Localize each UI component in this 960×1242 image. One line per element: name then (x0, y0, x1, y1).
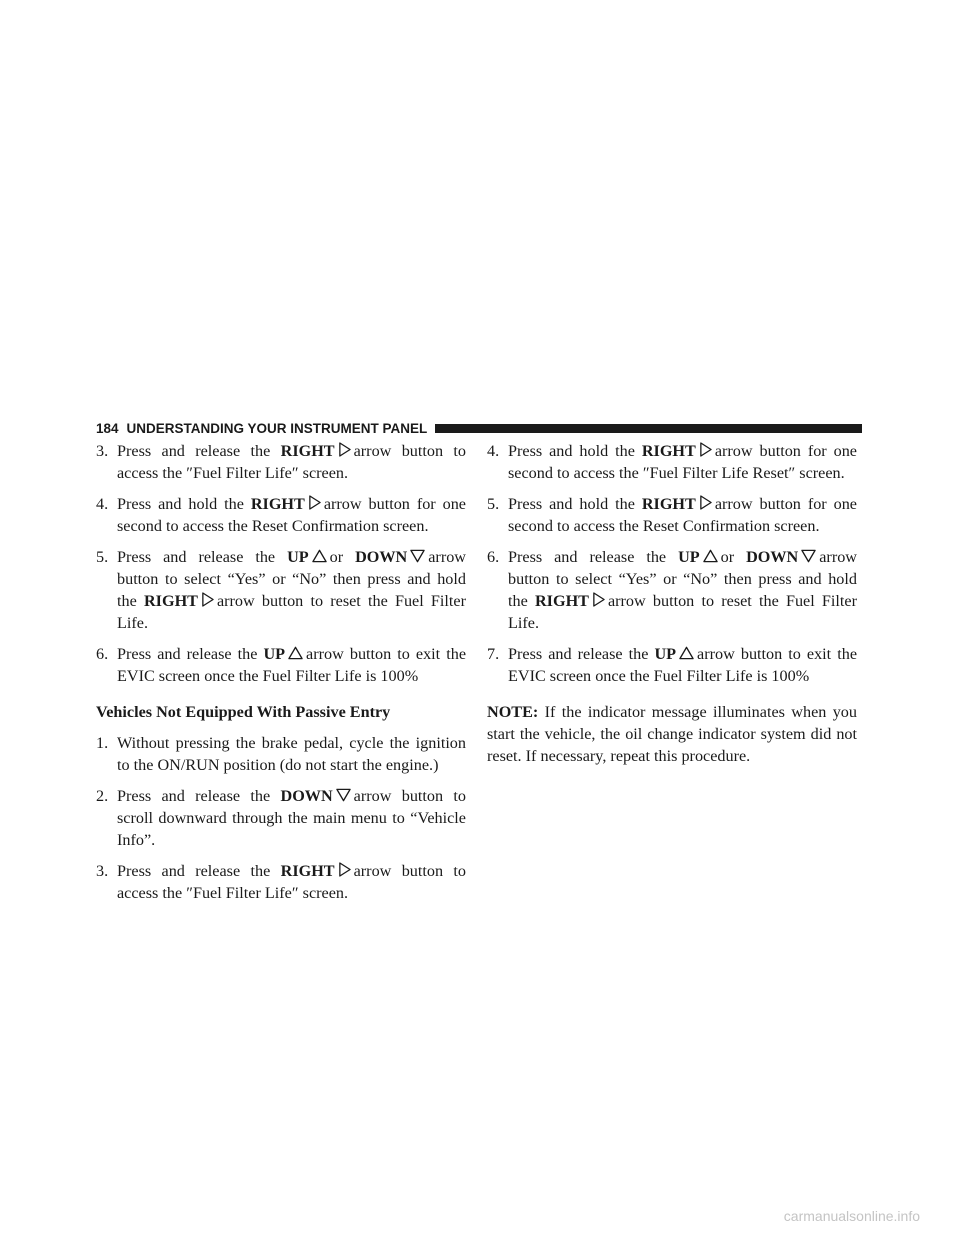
right-arrow-icon (201, 592, 214, 607)
page-number: 184 (96, 420, 119, 436)
right-arrow-icon (308, 495, 321, 510)
step-3-press-release-right: 3. Press and release the RIGHT arrow button to access the ″Fuel Filter Life″ screen. (96, 442, 466, 482)
up-keyword: UP (654, 645, 677, 663)
note-text: If the indicator message illuminates when you start the vehicle, the oil change indicator system did not reset. If necessary, repeat this procedure. (487, 703, 857, 765)
right-keyword: RIGHT (143, 592, 198, 610)
right-keyword: RIGHT (641, 495, 696, 513)
right-keyword: RIGHT (280, 442, 335, 460)
step-6-press-up-exit: 6. Press and release the UP arrow button to exit the EVIC screen once the Fuel Filter Life is 100% (96, 645, 467, 685)
up-arrow-icon (703, 549, 718, 563)
step-5-select-yes-no: 5. Press and release the UP or DOWN arrow button to select “Yes” or “No” then press and hold the RIGHT arrow button to reset the Fuel Filter Life. (96, 548, 466, 632)
watermark: carmanualsonline.info (783, 1208, 920, 1224)
step-7-press-up-exit: 7. Press and release the UP arrow button to exit the EVIC screen once the Fuel Filter Life is 100% (487, 645, 858, 685)
right-arrow-icon (338, 442, 351, 457)
right-keyword: RIGHT (641, 442, 696, 460)
down-keyword: DOWN (280, 787, 333, 805)
up-keyword: UP (287, 548, 309, 566)
step-6-select-yes-no: 6. Press and release the UP or DOWN arrow button to select “Yes” or “No” then press and hold the RIGHT arrow button to reset the Fuel Filter Life. (487, 548, 857, 632)
right-arrow-icon (699, 495, 712, 510)
up-arrow-icon (288, 646, 303, 660)
page-header (96, 418, 862, 438)
down-arrow-icon (336, 788, 351, 802)
step-2-press-down: 2. Press and release the DOWN arrow button to scroll downward through the main menu to “Vehicle Info”. (96, 787, 466, 849)
up-keyword: UP (678, 548, 700, 566)
right-arrow-icon (699, 442, 712, 457)
up-keyword: UP (263, 645, 286, 663)
left-column (96, 440, 466, 913)
down-arrow-icon (410, 549, 425, 563)
up-arrow-icon (312, 549, 327, 563)
step-1-cycle-ignition: 1. Without pressing the brake pedal, cycle the ignition to the ON/RUN position (do not start the engine.) (96, 734, 466, 774)
section-title: UNDERSTANDING YOUR INSTRUMENT PANEL (126, 420, 428, 436)
down-arrow-icon (801, 549, 816, 563)
right-column (487, 440, 857, 767)
step-4-press-hold-right: 4. Press and hold the RIGHT arrow button for one second to access the Reset Confirmation screen. (96, 495, 466, 535)
up-arrow-icon (679, 646, 694, 660)
step-3-press-release-right: 3. Press and release the RIGHT arrow button to access the ″Fuel Filter Life″ screen. (96, 862, 466, 902)
step-4-press-hold-right: 4. Press and hold the RIGHT arrow button for one second to access the ″Fuel Filter Life Reset″ screen. (487, 442, 857, 482)
right-keyword: RIGHT (534, 592, 589, 610)
note-label: NOTE: (487, 703, 539, 721)
down-keyword: DOWN (355, 548, 408, 566)
right-arrow-icon (338, 862, 351, 877)
right-keyword: RIGHT (280, 862, 335, 880)
note-paragraph (487, 701, 857, 767)
section-heading: Vehicles Not Equipped With Passive Entry (96, 703, 391, 721)
right-arrow-icon (592, 592, 605, 607)
header-rule (435, 424, 862, 433)
right-keyword: RIGHT (250, 495, 305, 513)
down-keyword: DOWN (746, 548, 799, 566)
step-5-press-hold-right: 5. Press and hold the RIGHT arrow button for one second to access the Reset Confirmation screen. (487, 495, 857, 535)
